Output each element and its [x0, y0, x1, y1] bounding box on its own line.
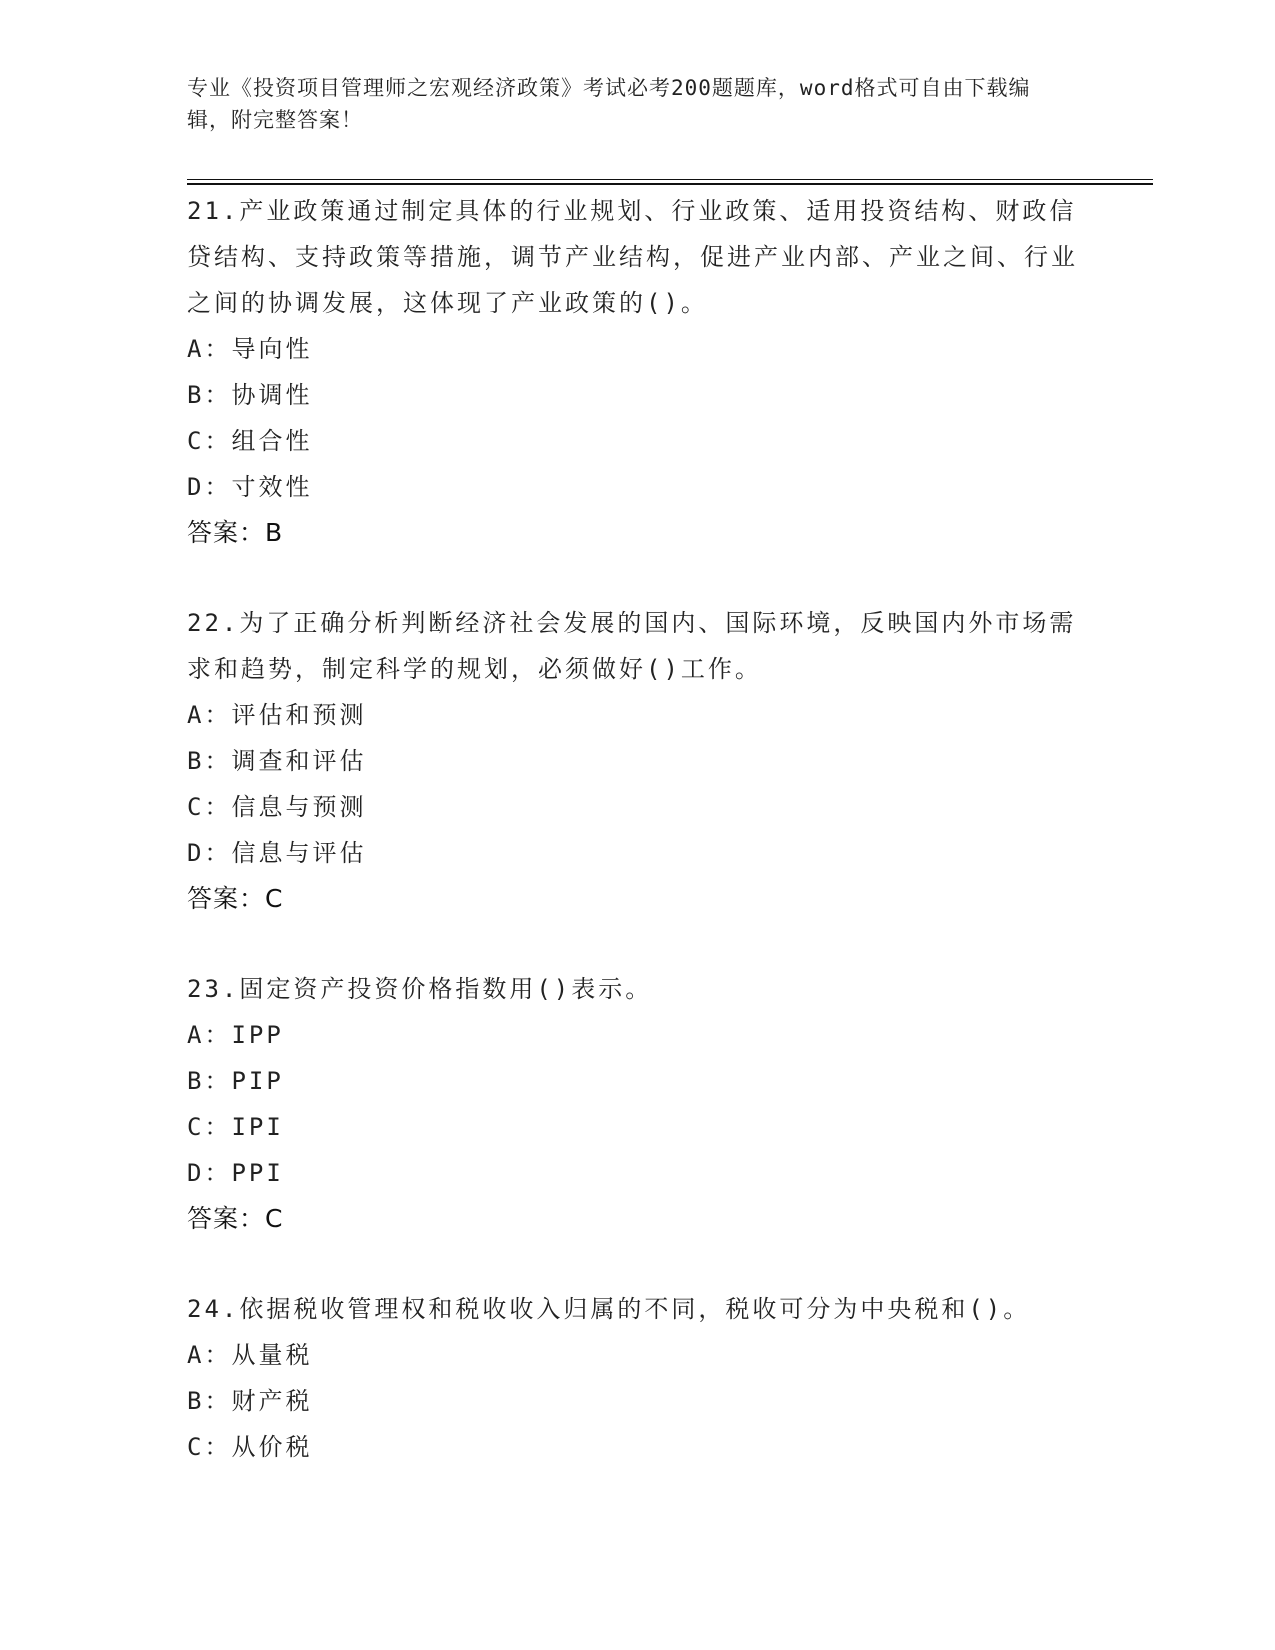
answer: [187, 510, 1087, 556]
option-b: B：PIP: [187, 1067, 284, 1095]
option-d: D：PPI: [187, 1159, 284, 1187]
question-24: [187, 1286, 1087, 1470]
option-d: D：信息与评估: [187, 839, 367, 867]
answer-label: 答案：: [187, 884, 266, 913]
question-text: 22.为了正确分析判断经济社会发展的国内、国际环境，反映国内外市场需求和趋势，制定科学的规划，必须做好()工作。: [187, 609, 1077, 683]
answer: [187, 1196, 1087, 1242]
option-c: C：信息与预测: [187, 793, 367, 821]
option-b: B：协调性: [187, 381, 313, 409]
answer-label: 答案：: [187, 518, 266, 547]
option-c: C：组合性: [187, 427, 313, 455]
answer-value: C: [265, 884, 284, 913]
option-b: B：财产税: [187, 1387, 313, 1415]
header-rule-thick: [187, 183, 1153, 185]
question-text: 24.依据税收管理权和税收收入归属的不同，税收可分为中央税和()。: [187, 1295, 1031, 1323]
option-a: A：评估和预测: [187, 701, 367, 729]
option-a: A：IPP: [187, 1021, 284, 1049]
option-c: C：IPI: [187, 1113, 284, 1141]
question-22: [187, 600, 1087, 922]
option-a: A：从量税: [187, 1341, 313, 1369]
document-header: 专业《投资项目管理师之宏观经济政策》考试必考200题题库，word格式可自由下载编辑，附完整答案！: [187, 76, 1031, 132]
answer-value: C: [265, 1204, 284, 1233]
question-text: 21.产业政策通过制定具体的行业规划、行业政策、适用投资结构、财政信贷结构、支持政策等措施，调节产业结构，促进产业内部、产业之间、行业之间的协调发展，这体现了产业政策的()。: [187, 197, 1078, 317]
question-21: [187, 188, 1087, 556]
option-d: D：寸效性: [187, 473, 313, 501]
option-a: A：导向性: [187, 335, 313, 363]
question-list: [187, 188, 1087, 1470]
question-text: 23.固定资产投资价格指数用()表示。: [187, 975, 653, 1003]
answer-value: B: [265, 518, 284, 547]
answer: [187, 876, 1087, 922]
question-23: [187, 966, 1087, 1242]
answer-label: 答案：: [187, 1204, 266, 1233]
option-b: B：调查和评估: [187, 747, 367, 775]
option-c: C：从价税: [187, 1433, 313, 1461]
header-rule-thin: [187, 179, 1153, 180]
